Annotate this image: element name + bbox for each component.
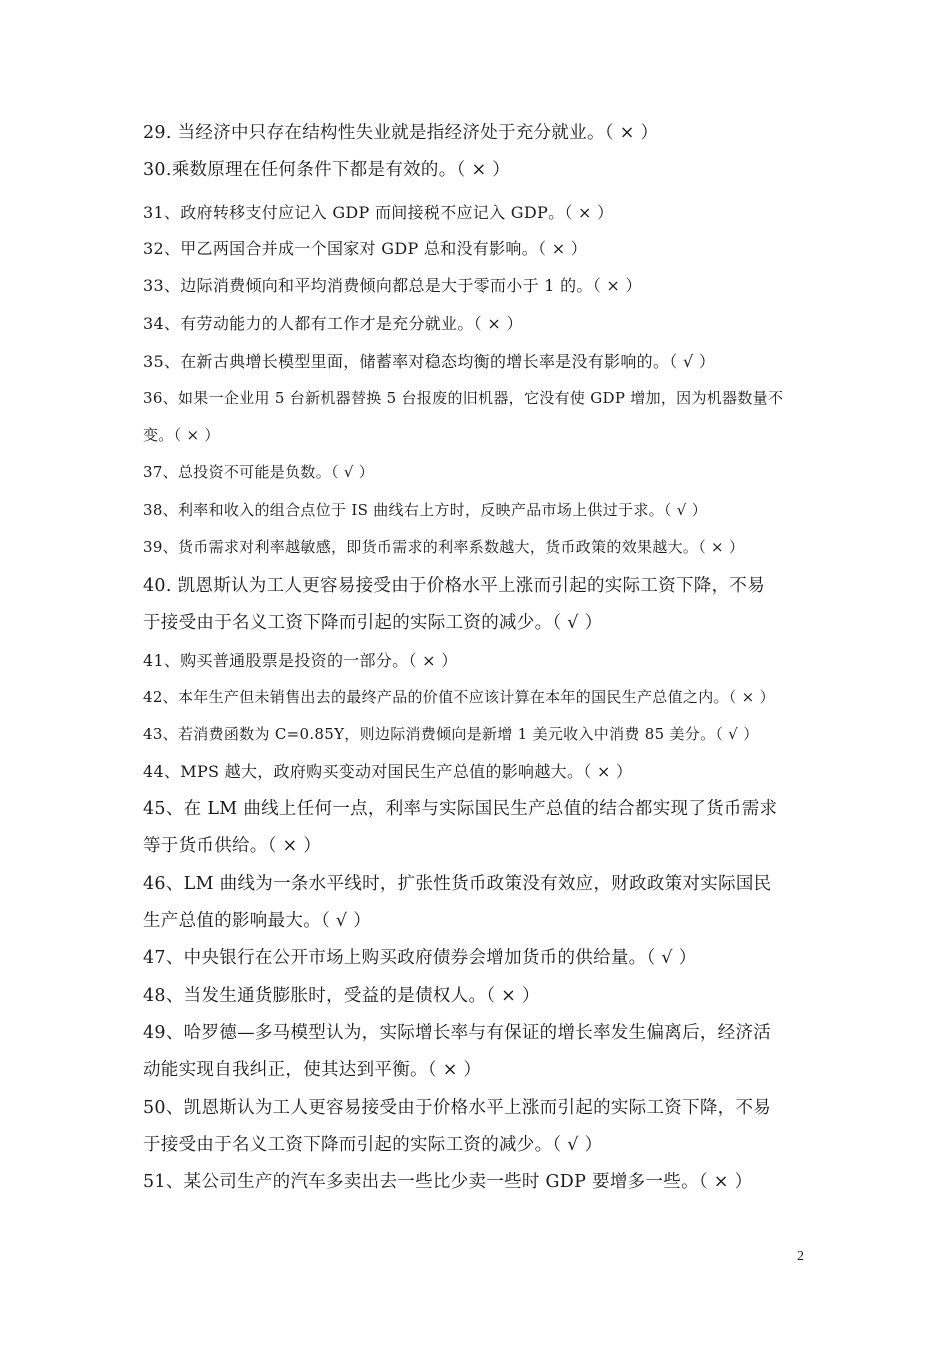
question-46-line-1: 46、LM 曲线为一条水平线时，扩张性货币政策没有效应，财政政策对实际国民 <box>143 874 772 894</box>
question-36-line-1: 36、如果一企业用 5 台新机器替换 5 台报废的旧机器，它没有使 GDP 增加，因为机器数量不 <box>143 389 784 407</box>
question-41: 41、购买普通股票是投资的一部分。（ × ） <box>143 651 458 670</box>
question-34: 34、有劳动能力的人都有工作才是充分就业。（ × ） <box>143 314 523 333</box>
question-51: 51、某公司生产的汽车多卖出去一些比少卖一些时 GDP 要增多一些。（ × ） <box>143 1172 753 1192</box>
question-49-line-1: 49、哈罗德—多马模型认为，实际增长率与有保证的增长率发生偏离后，经济活 <box>143 1023 772 1043</box>
question-30: 30.乘数原理在任何条件下都是有效的。（ × ） <box>143 160 511 180</box>
question-50-line-2: 于接受由于名义工资下降而引起的实际工资的减少。（ √ ） <box>143 1135 603 1155</box>
question-36-line-2: 变。（ × ） <box>143 426 220 444</box>
question-37: 37、总投资不可能是负数。（ √ ） <box>143 463 375 481</box>
question-45-line-2: 等于货币供给。（ × ） <box>143 836 322 856</box>
question-29: 29. 当经济中只存在结构性失业就是指经济处于充分就业。（ × ） <box>143 123 659 143</box>
question-31: 31、政府转移支付应记入 GDP 而间接税不应记入 GDP。（ × ） <box>143 203 614 222</box>
question-48: 48、当发生通货膨胀时，受益的是债权人。（ × ） <box>143 986 540 1006</box>
question-42: 42、本年生产但未销售出去的最终产品的价值不应该计算在本年的国民生产总值之内。（ × ） <box>143 688 775 706</box>
question-44: 44、MPS 越大，政府购买变动对国民生产总值的影响越大。（ × ） <box>143 762 633 781</box>
question-43: 43、若消费函数为 C=0.85Y，则边际消费倾向是新增 1 美元收入中消费 85 美分。（ √ ） <box>143 725 759 743</box>
question-35: 35、在新古典增长模型里面，储蓄率对稳态均衡的增长率是没有影响的。（ √ ） <box>143 352 716 371</box>
page-number: 2 <box>797 1249 804 1264</box>
question-40-line-2: 于接受由于名义工资下降而引起的实际工资的减少。（ √ ） <box>143 613 603 633</box>
question-40-line-1: 40. 凯恩斯认为工人更容易接受由于价格水平上涨而引起的实际工资下降，不易 <box>143 576 765 596</box>
question-45-line-1: 45、在 LM 曲线上任何一点，利率与实际国民生产总值的结合都实现了货币需求 <box>143 799 778 819</box>
question-50-line-1: 50、凯恩斯认为工人更容易接受由于价格水平上涨而引起的实际工资下降，不易 <box>143 1098 772 1118</box>
question-49-line-2: 动能实现自我纠正，使其达到平衡。（ × ） <box>143 1060 482 1080</box>
question-39: 39、货币需求对利率越敏感，即货币需求的利率系数越大，货币政策的效果越大。（ × ） <box>143 538 745 556</box>
question-46-line-2: 生产总值的影响最大。（ √ ） <box>143 911 372 931</box>
question-32: 32、甲乙两国合并成一个国家对 GDP 总和没有影响。（ × ） <box>143 239 588 258</box>
question-33: 33、边际消费倾向和平均消费倾向都总是大于零而小于 1 的。（ × ） <box>143 276 642 295</box>
question-38: 38、利率和收入的组合点位于 IS 曲线右上方时，反映产品市场上供过于求。（ √ ） <box>143 501 708 519</box>
question-47: 47、中央银行在公开市场上购买政府债券会增加货币的供给量。（ √ ） <box>143 948 697 968</box>
